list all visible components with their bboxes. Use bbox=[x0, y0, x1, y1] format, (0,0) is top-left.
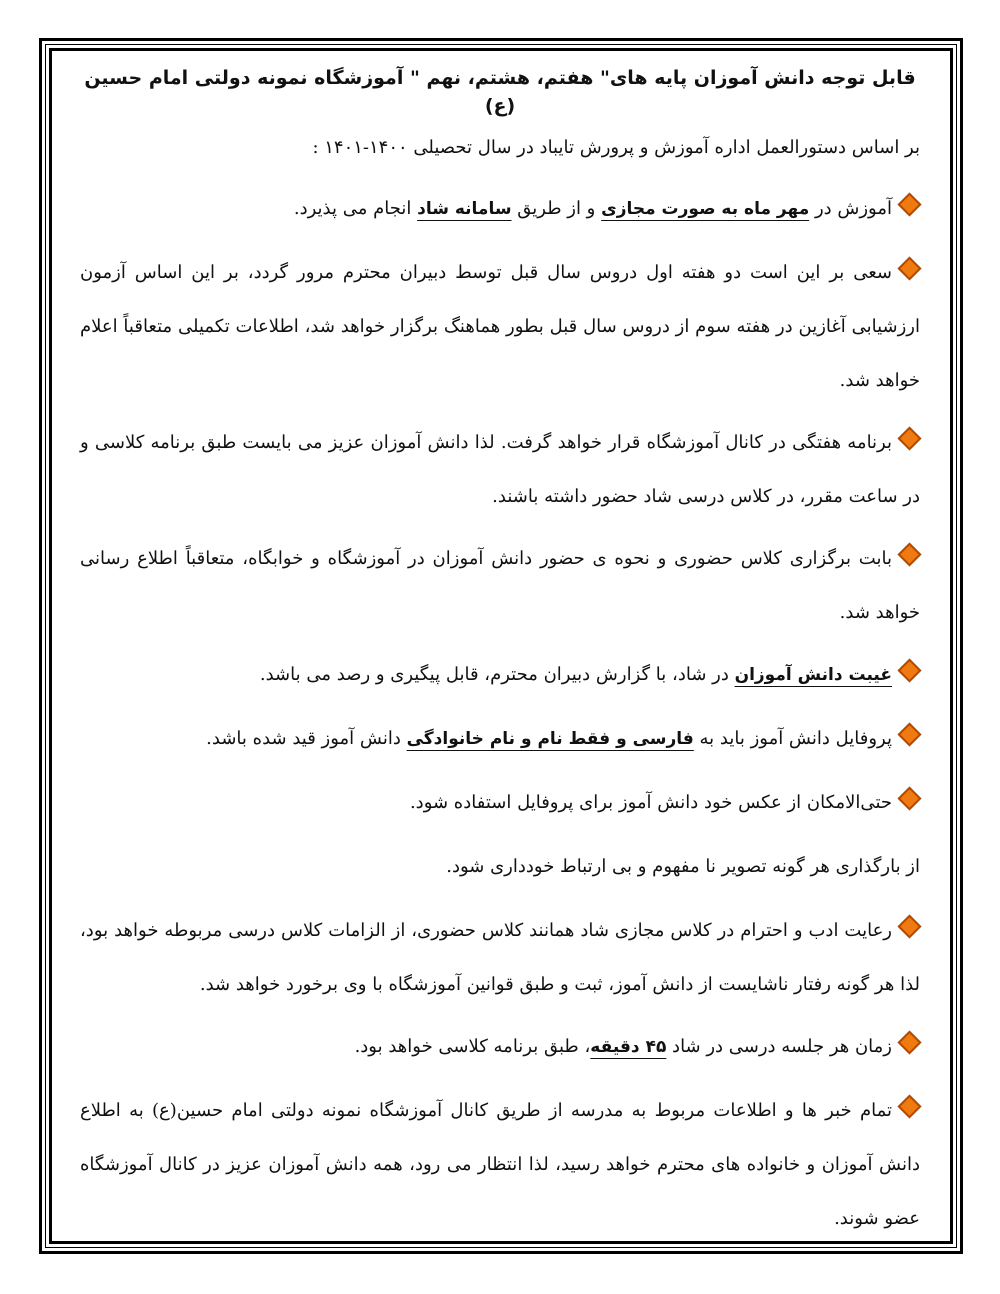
orange-diamond-icon bbox=[897, 256, 921, 280]
item-profile-name bbox=[80, 712, 920, 766]
emphasis-text: مهر ماه به صورت مجازی bbox=[601, 199, 810, 219]
item-session-duration bbox=[80, 1020, 920, 1074]
item-text: حتی‌الامکان از عکس خود دانش آموز برای پروفایل استفاده شود. bbox=[409, 792, 892, 813]
item-text: برنامه هفتگی در کانال آموزشگاه قرار خواهد گرفت. لذا دانش آموزان عزیز می بایست طبق برنامه کلاسی و در ساعت مقرر، در کلاس درسی شاد حضور داشته باشند. bbox=[80, 432, 920, 507]
orange-diamond-icon bbox=[897, 1030, 921, 1054]
item-weekly-schedule bbox=[80, 416, 920, 524]
item-text: بابت برگزاری کلاس حضوری و نحوه ی حضور دانش آموزان در آموزشگاه و خوابگاه، متعاقباً اطلاع رسانی خواهد شد. bbox=[80, 548, 920, 623]
orange-diamond-icon bbox=[897, 914, 921, 938]
item-text: سعی بر این است دو هفته اول دروس سال قبل توسط دبیران محترم مرور گردد، بر این اساس آزمون ارزشیابی آغازین در هفته سوم از دروس سال قبل بطور هماهنگ برگزار خواهد شد، اطلاعات تکمیلی متعاقباً اعلام خواهد شد. bbox=[80, 262, 920, 391]
item-text: در شاد، با گزارش دبیران محترم، قابل پیگیری و رصد می باشد. bbox=[259, 664, 735, 685]
orange-diamond-icon bbox=[897, 1094, 921, 1118]
item-absence bbox=[80, 648, 920, 702]
item-respect bbox=[80, 904, 920, 1012]
item-no-unrelated-images bbox=[80, 840, 920, 894]
item-text: دانش آموز قید شده باشد. bbox=[206, 728, 407, 749]
orange-diamond-icon bbox=[897, 786, 921, 810]
orange-diamond-icon bbox=[897, 192, 921, 216]
orange-diamond-icon bbox=[897, 426, 921, 450]
announcement-title: قابل توجه دانش آموزان پایه های" هفتم، هشتم، نهم " آموزشگاه نمونه دولتی امام حسین (ع) bbox=[84, 67, 916, 117]
item-text: ، طبق برنامه کلاسی خواهد بود. bbox=[354, 1036, 591, 1057]
item-text: آموزش در bbox=[809, 198, 892, 219]
item-text: انجام می پذیرد. bbox=[293, 198, 418, 219]
item-in-person-class bbox=[80, 532, 920, 640]
emphasis-text: غیبت دانش آموزان bbox=[734, 665, 892, 685]
item-text: از بارگذاری هر گونه تصویر نا مفهوم و بی ارتباط خودداری شود. bbox=[446, 856, 920, 877]
orange-diamond-icon bbox=[897, 542, 921, 566]
emphasis-text: ۴۵ دقیقه bbox=[590, 1037, 667, 1057]
emphasis-text: فارسی و فقط نام و نام خانوادگی bbox=[406, 729, 694, 749]
orange-diamond-icon bbox=[897, 658, 921, 682]
intro-line: بر اساس دستورالعمل اداره آموزش و پرورش تایباد در سال تحصیلی ۱۴۰۰-۱۴۰۱ : bbox=[312, 137, 920, 158]
emphasis-text: سامانه شاد bbox=[417, 199, 512, 219]
announcement-body bbox=[80, 60, 920, 1254]
orange-diamond-icon bbox=[897, 722, 921, 746]
item-review-lessons bbox=[80, 246, 920, 408]
item-text: و از طریق bbox=[511, 198, 602, 219]
item-profile-photo bbox=[80, 776, 920, 830]
item-online-education bbox=[80, 182, 920, 236]
item-text: تمام خبر ها و اطلاعات مربوط به مدرسه از طریق کانال آموزشگاه نمونه دولتی امام حسین(ع) به اطلاع دانش آموزان و خانواده های محترم خواهد رسید، لذا انتظار می رود، همه دانش آموزان عزیز در کانال آموزشگاه عضو شوند. bbox=[80, 1100, 920, 1229]
item-text: زمان هر جلسه درسی در شاد bbox=[666, 1036, 892, 1057]
item-text: رعایت ادب و احترام در کلاس مجازی شاد همانند کلاس حضوری، از الزامات کلاس درسی مربوطه خواهد بود، لذا هر گونه رفتار ناشایست از دانش آموز، ثبت و طبق قوانین آموزشگاه با وی برخورد خواهد شد. bbox=[80, 920, 920, 995]
item-text: پروفایل دانش آموز باید به bbox=[693, 728, 892, 749]
item-school-channel bbox=[80, 1084, 920, 1246]
